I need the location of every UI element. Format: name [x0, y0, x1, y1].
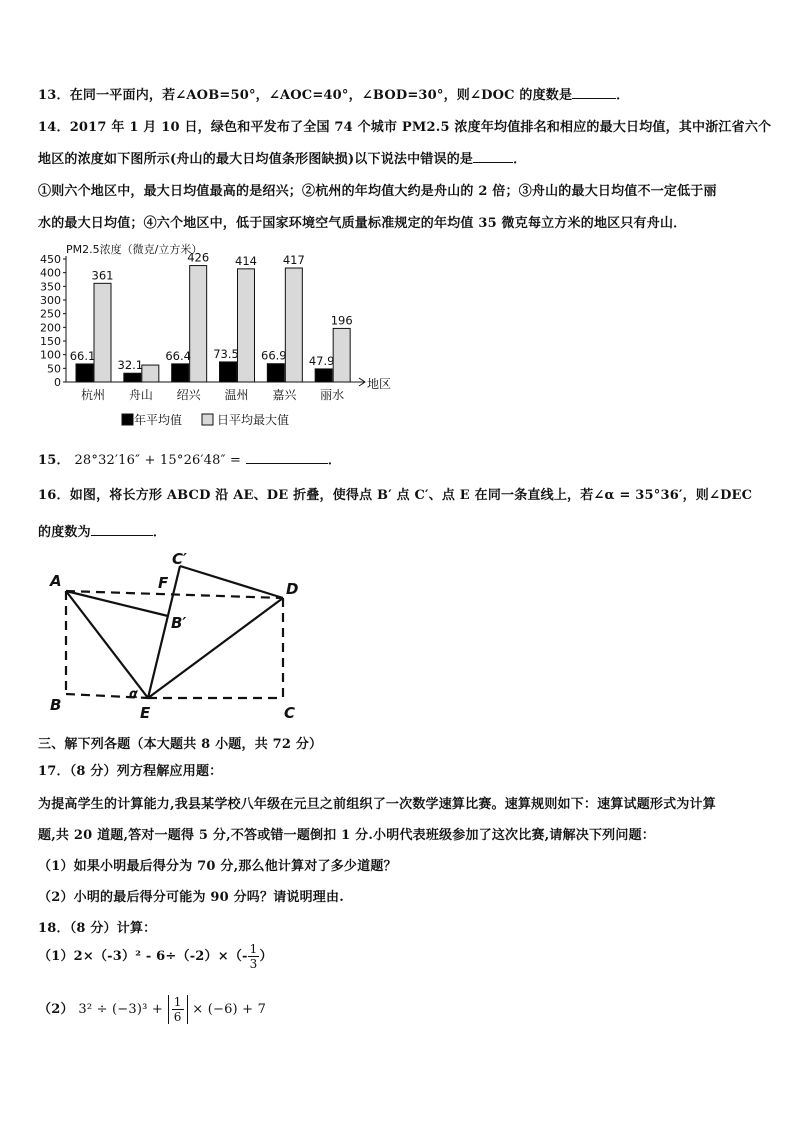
y-tick-label: 150 — [40, 335, 61, 348]
data-label-annual: 73.5 — [213, 346, 239, 361]
y-tick-label: 250 — [40, 307, 61, 321]
legend-label-annual: 年平均值 — [134, 413, 183, 427]
label-D: D — [286, 580, 299, 598]
bar-daily-max — [238, 269, 255, 382]
x-axis-label: 地区 — [367, 377, 392, 391]
fraction-one-third: $\frac{1}{3}$ — [249, 942, 258, 971]
y-tick-label: 300 — [40, 294, 61, 307]
data-label-max: 414 — [235, 253, 257, 268]
y-tick-label: 350 — [40, 280, 61, 294]
edge-Cprime-D — [180, 566, 283, 598]
label-C: C — [284, 704, 296, 722]
question-14-line-2: 地区的浓度如下图所示(舟山的最大日均值条形图缺损)以下说法中错误的是 ． — [38, 152, 527, 167]
question-17-paragraph-1: 为提高学生的计算能力,我县某学校八年级在元旦之前组织了一次数学速算比赛。速算规则如下：速算试题形式为计算 — [38, 797, 716, 812]
bar-daily-max — [94, 283, 111, 382]
label-E: E — [140, 704, 151, 722]
label-alpha: α — [129, 687, 138, 702]
bar-annual-average — [315, 369, 332, 382]
pm25-bar-chart — [30, 238, 410, 438]
question-15-expression: 28°32′16″ + 15°26′48″ = — [74, 453, 242, 468]
legend-swatch-annual — [122, 414, 133, 425]
bar-daily-max — [142, 365, 159, 382]
category-label: 杭州 — [80, 388, 106, 402]
data-label-annual: 66.1 — [69, 348, 96, 363]
data-label-annual: 66.4 — [165, 348, 191, 363]
question-17-sub-1: （1）如果小明最后得分为 70 分,那么他计算对了多少道题？ — [38, 859, 397, 874]
data-label-max: 426 — [187, 250, 210, 265]
question-17-title: 17．（8 分）列方程解应用题： — [38, 764, 223, 779]
bar-annual-average — [124, 373, 141, 382]
folded-rectangle-figure — [40, 548, 320, 726]
bar-daily-max — [190, 266, 207, 382]
data-label-annual: 66.9 — [261, 348, 287, 363]
category-label: 舟山 — [128, 388, 153, 402]
y-tick-label: 100 — [40, 348, 61, 362]
question-17-paragraph-2: 题,共 20 道题,答对一题得 5 分,不答或错一题倒扣 1 分.小明代表班级参加了这次比赛,请解决下列问题： — [38, 828, 655, 843]
question-14-line-4: 水的最大日均值；④六个地区中，低于国家环境空气质量标准规定的年均值 35 微克每立方米的地区只有舟山． — [38, 216, 687, 231]
bar-annual-average — [172, 364, 189, 382]
bar-annual-average — [76, 364, 93, 382]
label-C-prime: C′ — [172, 550, 187, 568]
bar-daily-max — [285, 268, 302, 382]
section-3-heading: 三、解下列各题（本大题共 8 小题，共 72 分） — [38, 737, 323, 752]
legend-label-max: 日平均最大值 — [217, 413, 290, 427]
question-16-line-1: 16．如图，将长方形 ABCD 沿 AE、DE 折叠，使得点 B′ 点 C′、点 E 在同一条直线上，若∠α = 35°36′，则∠DEC — [38, 488, 753, 503]
label-B: B — [50, 696, 62, 714]
answer-blank — [473, 150, 513, 163]
question-13: 13．在同一平面内，若∠AOB=50°，∠AOC=40°，∠BOD=30°，则∠DOC 的度数是 ． — [38, 88, 630, 103]
label-F: F — [158, 574, 169, 592]
answer-blank — [91, 523, 153, 536]
question-14-line-3: ①则六个地区中，最大日均值最高的是绍兴；②杭州的年均值大约是舟山的 2 倍；③舟山的最大日均值不一定低于丽 — [38, 184, 717, 199]
absolute-value — [168, 995, 188, 1024]
question-18-title: 18．（8 分）计算： — [38, 921, 157, 936]
question-15: 15． 28°32′16″ + 15°26′48″ = ． — [38, 453, 342, 468]
question-14-line-1: 14．2017 年 1 月 10 日，绿色和平发布了全国 74 个城市 PM2.5 浓度年均值排名和相应的最大日均值，其中浙江省六个 — [38, 120, 772, 135]
answer-blank — [572, 86, 616, 99]
y-tick-label: 400 — [40, 266, 61, 280]
data-label-max: 196 — [330, 313, 353, 328]
question-17-sub-2: （2）小明的最后得分可能为 90 分吗？请说明理由. — [38, 890, 344, 905]
category-label: 绍兴 — [176, 388, 201, 402]
bar-annual-average — [220, 362, 237, 382]
data-label-annual: 47.9 — [308, 353, 335, 368]
bar-daily-max — [333, 328, 350, 382]
data-label-annual: 32.1 — [117, 358, 144, 373]
answer-blank — [246, 451, 328, 464]
y-tick-label: 200 — [40, 321, 61, 335]
label-B-prime: B′ — [171, 614, 187, 632]
category-label: 温州 — [224, 388, 249, 402]
y-tick-label: 450 — [40, 253, 61, 266]
data-label-max: 417 — [282, 253, 305, 268]
label-A: A — [50, 572, 62, 590]
y-tick-label: 0 — [54, 376, 61, 389]
bar-annual-average — [267, 364, 284, 382]
category-label: 丽水 — [320, 388, 345, 402]
question-18-expression-2: （2） 3² ÷ (−3)³ + $\frac{1}{6}$ × (−6) + 7 — [38, 995, 267, 1024]
category-label: 嘉兴 — [272, 388, 297, 402]
question-16-line-2: 的度数为 ． — [38, 525, 167, 540]
y-tick-label: 50 — [47, 362, 61, 376]
question-13-text: 13．在同一平面内，若∠AOB=50°，∠AOC=40°，∠BOD=30°，则∠DOC 的度数是 — [38, 88, 573, 103]
question-18-expression-1: （1）2×（-3）² - 6÷（-2）×（- $\frac{1}{3}$ ） — [38, 942, 273, 971]
y-axis-label: PM2.5浓度（微克/立方米） — [66, 243, 203, 256]
data-label-max: 361 — [91, 268, 114, 283]
legend-swatch-max — [202, 414, 213, 425]
fraction-one-sixth: $\frac{1}{6}$ — [173, 995, 182, 1024]
